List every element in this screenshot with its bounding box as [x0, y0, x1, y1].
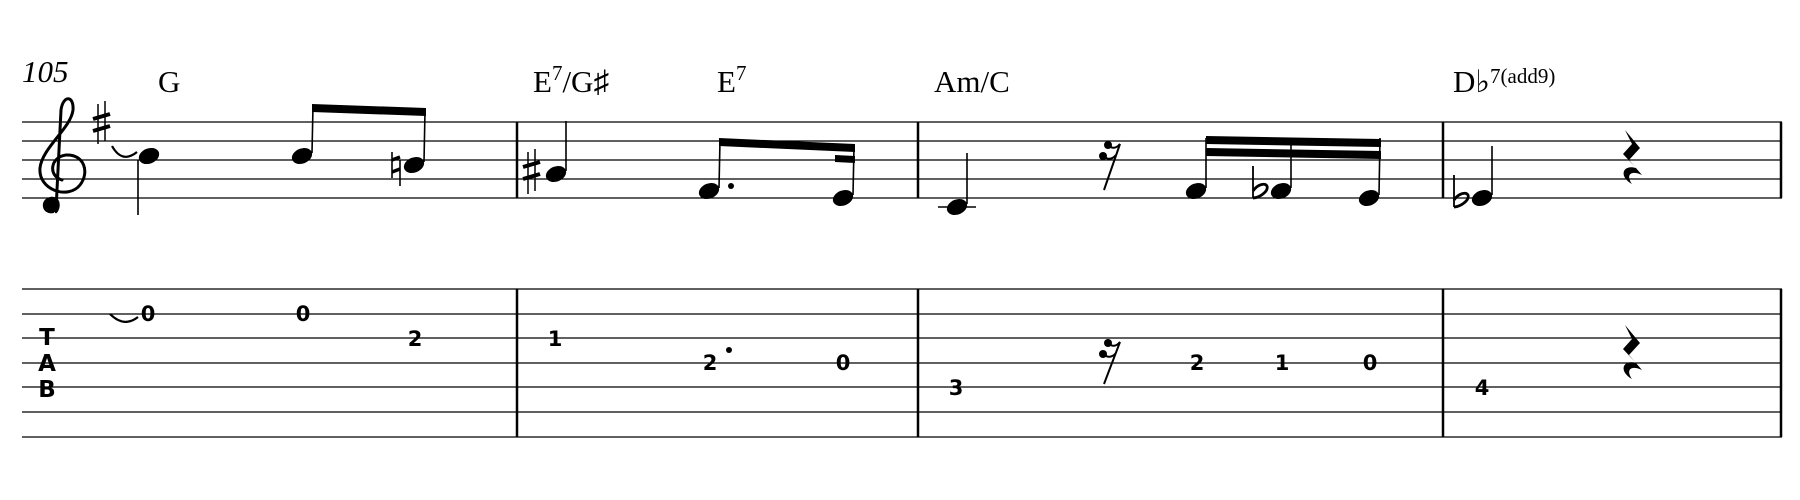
chord-root: E [717, 64, 736, 99]
tab-fret-number: 1 [547, 327, 563, 351]
beam [1206, 148, 1381, 159]
chord-symbol-am-c [934, 64, 1010, 99]
note-stem [853, 146, 854, 195]
chord-root: E [533, 64, 552, 99]
note-head [136, 145, 161, 167]
chord-root: G [158, 64, 181, 99]
chord-symbol-db7-add9 [1453, 64, 1555, 99]
tab-fret-number: 0 [295, 302, 311, 326]
note-head [401, 154, 426, 176]
tab-fret-number: 3 [948, 376, 964, 400]
chord-ext: 7 [735, 61, 747, 85]
quarter-rest-icon [1623, 130, 1642, 184]
beam [719, 138, 855, 152]
notation-staff [22, 122, 1782, 198]
note-head [289, 145, 314, 167]
tab-clef-letter: T [39, 325, 55, 351]
tab-fret-number: 0 [1362, 351, 1378, 375]
chord-ext: 7 [551, 61, 563, 85]
chord-bass: /G♯ [562, 64, 609, 99]
tab-fret-number: 4 [1474, 376, 1490, 400]
chord-symbol-e7-g-sharp [533, 61, 609, 99]
note-head [830, 187, 855, 209]
chord-ext: 7(add9) [1490, 64, 1556, 88]
note-head [1356, 187, 1381, 209]
note-stem [424, 111, 425, 162]
tab-fret-number: 0 [835, 351, 851, 375]
chord-symbol-g [158, 64, 180, 99]
chord-root: D♭ [1453, 64, 1491, 99]
note-head [944, 196, 969, 218]
chord-root: Am/C [934, 64, 1010, 99]
beam [312, 104, 426, 116]
tab-dot [726, 347, 732, 353]
tab-sixteenth-rest-icon [1099, 339, 1120, 384]
measure-number: 105 [22, 54, 69, 89]
natural-sign-icon [392, 152, 400, 186]
tab-quarter-rest-icon [1623, 325, 1642, 379]
tab-fret-number: 2 [1189, 351, 1205, 375]
note-head [1469, 187, 1494, 209]
tab-tie-icon [110, 314, 138, 322]
tab-clef-letter: A [38, 351, 56, 377]
tab-clef-letter: B [38, 377, 56, 403]
tab-fret-number: 2 [407, 327, 423, 351]
flat-sign-icon [1454, 175, 1468, 207]
sharp-sign-icon [523, 149, 540, 194]
beam [1206, 136, 1381, 147]
beam-partial [835, 155, 855, 163]
dot [728, 183, 734, 189]
sixteenth-rest-icon [1099, 141, 1120, 190]
tab-staff [22, 289, 1782, 437]
flat-sign-icon [1253, 166, 1267, 198]
note-head [543, 163, 568, 185]
note-stem [719, 140, 720, 188]
chord-symbol-e7 [717, 61, 746, 99]
treble-clef-icon [40, 99, 85, 212]
note-stem [312, 106, 313, 153]
tab-fret-number: 2 [702, 351, 718, 375]
tie-icon [112, 146, 137, 157]
tab-fret-number: 1 [1274, 351, 1290, 375]
tab-fret-number: 0 [140, 302, 156, 326]
